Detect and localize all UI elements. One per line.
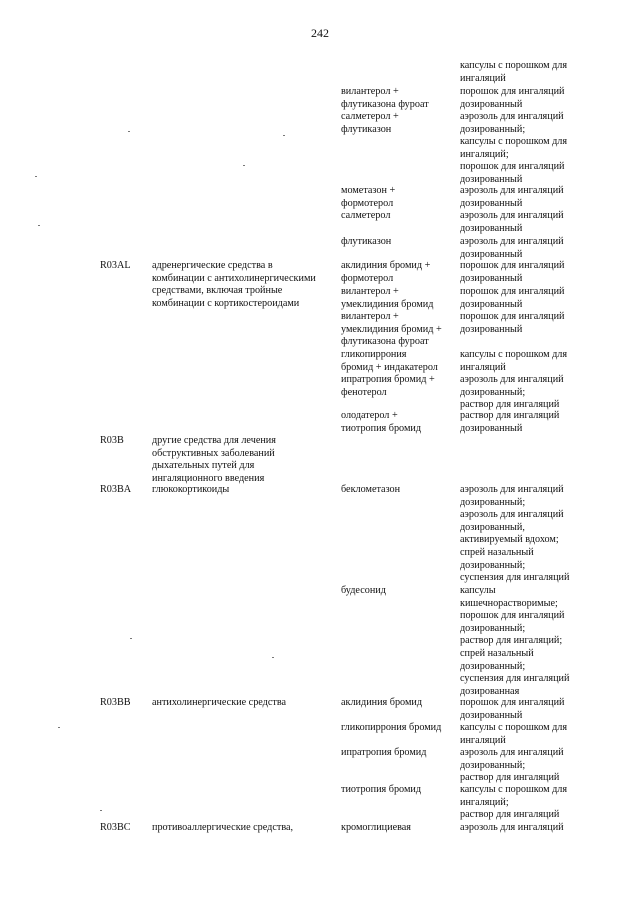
drug-name: ипратропия бромид	[341, 747, 427, 758]
atc-group-name: глюкокортикоиды	[152, 484, 230, 495]
drug-name: кромоглициевая	[341, 822, 411, 833]
dosage-form: порошок для ингаляций дозированный	[460, 86, 565, 110]
drug-name: гликопиррония бромид + индакатерол	[341, 349, 438, 373]
drug-name: олодатерол + тиотропия бромид	[341, 410, 422, 434]
drug-name: салметерол	[341, 210, 391, 221]
drug-name: мометазон + формотерол	[341, 185, 396, 209]
atc-group-name: антихолинергические средства	[152, 697, 287, 708]
scan-speck	[35, 176, 37, 177]
scan-speck	[58, 727, 60, 728]
scan-speck	[243, 165, 245, 166]
dosage-form: порошок для ингаляций дозированный	[460, 697, 565, 721]
dosage-form: аэрозоль для ингаляций дозированный	[460, 185, 564, 209]
atc-code: R03BB	[100, 697, 131, 708]
drug-name: салметерол + флутиказон	[341, 111, 399, 135]
dosage-form: аэрозоль для ингаляций дозированный	[460, 236, 564, 260]
drug-name: беклометазон	[341, 484, 401, 495]
dosage-form: порошок для ингаляций дозированный	[460, 260, 565, 284]
atc-code: R03AL	[100, 260, 131, 271]
scan-speck	[100, 810, 102, 811]
scan-speck	[38, 225, 40, 226]
drug-name: гликопиррония бромид	[341, 722, 442, 733]
drug-name: аклидиния бромид + формотерол	[341, 260, 431, 284]
dosage-form: капсулы с порошком для ингаляций; раствор для ингаляций	[460, 784, 568, 821]
dosage-form: капсулы с порошком для ингаляций	[460, 722, 568, 746]
atc-code: R03BC	[100, 822, 131, 833]
atc-group-name: другие средства для лечения обструктивных заболеваний дыхательных путей для ингаляционного введения	[152, 435, 276, 484]
atc-group-name: противоаллергические средства,	[152, 822, 294, 833]
page-number: 242	[311, 26, 329, 40]
atc-code: R03BA	[100, 484, 132, 495]
dosage-form: порошок для ингаляций дозированный	[460, 286, 565, 310]
dosage-form: аэрозоль для ингаляций дозированный; раствор для ингаляций	[460, 747, 564, 784]
scan-speck	[128, 131, 130, 132]
scan-speck	[272, 657, 274, 658]
drug-name: аклидиния бромид	[341, 697, 423, 708]
drug-name: вилантерол + умеклидиния бромид	[341, 286, 434, 310]
scan-speck	[130, 638, 132, 639]
dosage-form: аэрозоль для ингаляций дозированный; капсулы с порошком для ингаляций; порошок для ингаляций дозированный	[460, 111, 568, 185]
dosage-form: порошок для ингаляций дозированный	[460, 311, 565, 335]
drug-name: тиотропия бромид	[341, 784, 422, 795]
drug-name: ипратропия бромид + фенотерол	[341, 374, 435, 398]
drug-name: флутиказон	[341, 236, 392, 247]
drug-name: будесонид	[341, 585, 386, 596]
dosage-form: капсулы с порошком для ингаляций	[460, 349, 568, 373]
dosage-form: аэрозоль для ингаляций дозированный; раствор для ингаляций	[460, 374, 564, 411]
dosage-form: капсулы кишечнорастворимые; порошок для ингаляций дозированный; раствор для ингаляций; спрей назальный дозированный; суспензия для ингаляций дозированная	[460, 585, 570, 697]
dosage-form: аэрозоль для ингаляций	[460, 822, 564, 833]
scan-speck	[283, 135, 285, 136]
atc-group-name: адренергические средства в комбинации с антихолинергическими средствами, включая тройные комбинации с кортикостероидами	[152, 260, 316, 309]
dosage-form: раствор для ингаляций дозированный	[460, 410, 560, 434]
dosage-form: аэрозоль для ингаляций дозированный; аэрозоль для ингаляций дозированный, активируемый вдохом; спрей назальный дозированный; суспензия для ингаляций	[460, 484, 570, 584]
dosage-form: аэрозоль для ингаляций дозированный	[460, 210, 564, 234]
drug-name: вилантерол + флутиказона фуроат	[341, 86, 429, 110]
drug-name: вилантерол + умеклидиния бромид + флутиказона фуроат	[341, 311, 442, 348]
atc-code: R03B	[100, 435, 124, 446]
dosage-form: капсулы с порошком для ингаляций	[460, 60, 568, 84]
